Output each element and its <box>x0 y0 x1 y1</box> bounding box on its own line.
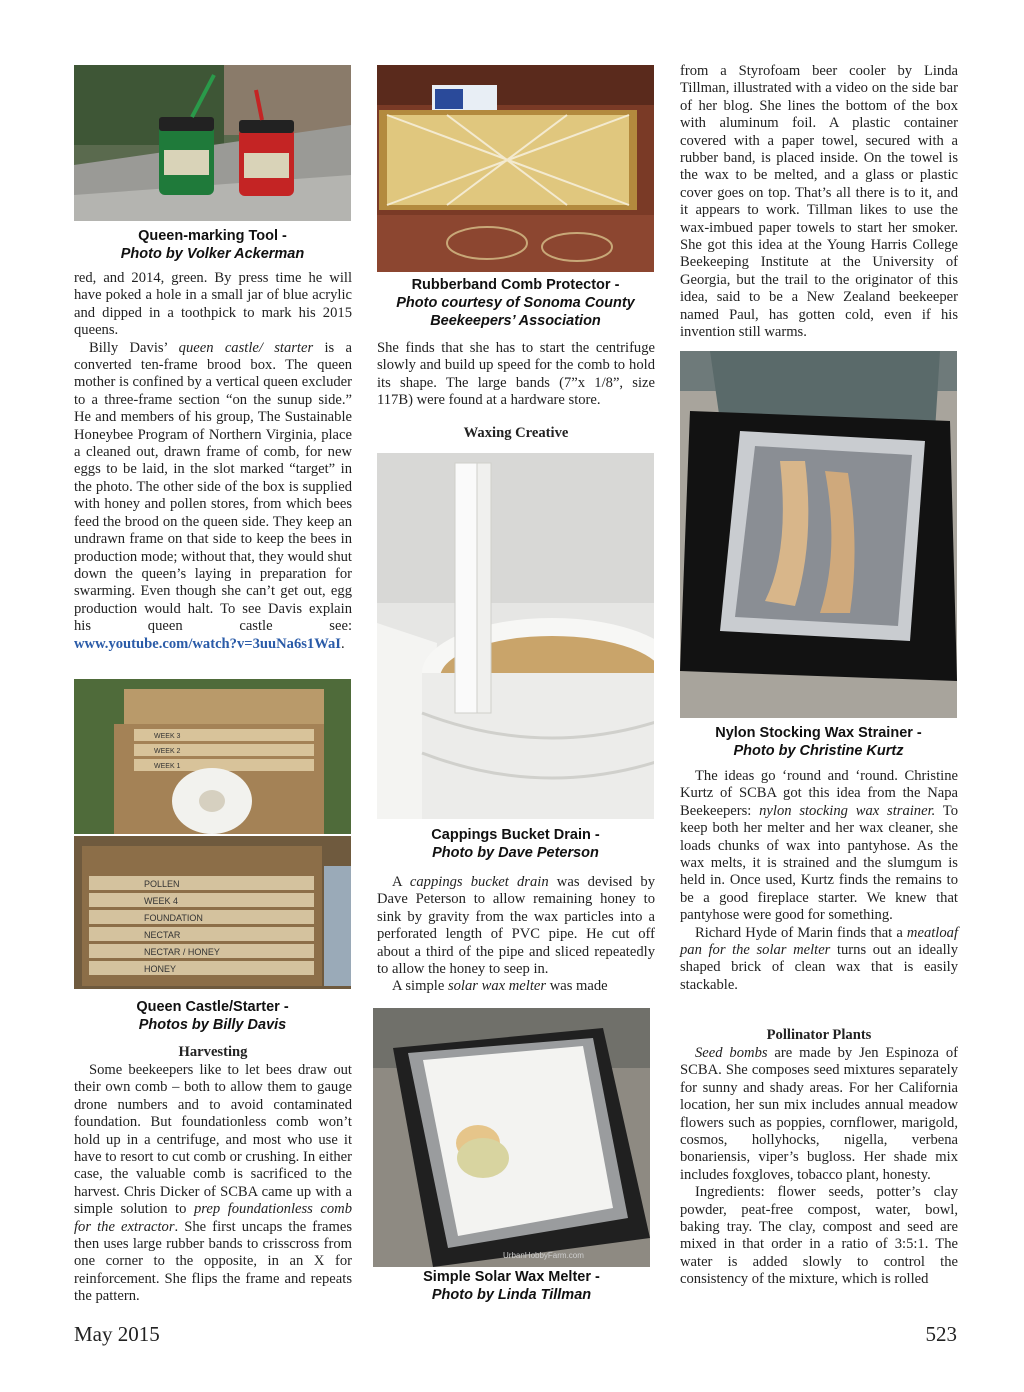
caption-credit: Photo by Christine Kurtz <box>733 743 904 759</box>
pollinator-plants-heading: Pollinator Plants <box>766 1027 872 1043</box>
paragraph: Some beekeepers like to let bees draw out their own comb – both to allow them to gauge drone numbers and to avoid contaminated foundation. But foundationless comb won’t hold up in a centrifuge, and most who use it have to resort to cut comb or crushing. In either case, the valuable comb is sacrificed to the harvest. Chris Dicker of SCBA came up with a simple solution to prep foundationless comb for the extractor. She first uncaps the frames then uses large rubber bands to crisscross from one corner to the opposite, in an X for reinforcement. She flips the frame and repeats the pattern. <box>74 1062 353 1305</box>
queen-castle-caption <box>74 998 351 1034</box>
solar-melter-photo <box>373 1008 650 1267</box>
caption-title: Queen Castle/Starter - <box>136 999 289 1015</box>
col2-text-top <box>377 340 655 410</box>
col3-text-top <box>680 63 958 342</box>
paragraph: Ingredients: flower seeds, potter’s clay powder, peat-free compost, water, bowl, baking tray. The clay, compost and seed are mixed in that order in a ratio of 3:5:1. The water is added slowly to control the consistency of the mixture, which is rolled <box>680 1184 958 1288</box>
caption-title: Simple Solar Wax Melter - <box>423 1269 600 1285</box>
caption-title: Queen-marking Tool - <box>138 228 287 244</box>
cappings-caption <box>377 826 654 862</box>
page-number: 523 <box>925 1322 957 1346</box>
queen-castle-photo-top <box>74 679 351 834</box>
caption-credit: Photo by Volker Ackerman <box>120 246 305 262</box>
queen-marking-caption <box>74 227 351 263</box>
queen-marking-photo <box>74 65 351 221</box>
label-week-4: WEEK 4 <box>144 896 179 906</box>
caption-credit: Beekeepers’ Association <box>430 313 601 329</box>
caption-credit: Photo by Linda Tillman <box>431 1287 592 1303</box>
footer-date: May 2015 <box>74 1322 160 1346</box>
queen-castle-photo-bottom <box>74 836 351 989</box>
label-week-2: WEEK 2 <box>154 748 181 755</box>
caption-title: Nylon Stocking Wax Strainer - <box>715 725 922 741</box>
rubberband-caption <box>377 276 654 330</box>
nylon-strainer-photo <box>680 351 957 718</box>
caption-title: Cappings Bucket Drain - <box>431 827 600 843</box>
label-foundation: FOUNDATION <box>144 913 203 923</box>
solar-melter-caption <box>373 1268 650 1304</box>
paragraph: from a Styrofoam beer cooler by Linda Tillman, illustrated with a video on the side bar of her blog. She lines the bottom of the box with aluminum foil. A plastic container covered with a paper towel, secured with a rubber band, is placed inside. On the towel is the wax to be melted, and a glass or plastic cover goes on top. That’s all there is to it, and it appears to work. Tillman likes to use the wax-imbued paper towels to start her smoker. She got this idea at the Young Harris College Beekeeping Institute at the University of Georgia, but the trail to the originator of this idea, said to be a New Zealand beekeeper named Paul, has gotten cold, even if his invention still warms. <box>680 63 958 341</box>
label-nectar-honey: NECTAR / HONEY <box>144 947 220 957</box>
paragraph: Richard Hyde of Marin finds that a meatloaf pan for the solar melter turns out an ideally shaped brick of clean wax that is easily stackable. <box>680 924 958 993</box>
paragraph: She finds that she has to start the centrifuge slowly and build up speed for the comb to hold its shape. The large bands (7”x 1/8”, size 117B) were found at a hardware store. <box>377 340 655 409</box>
paragraph: A simple solar wax melter was made <box>392 978 608 995</box>
paragraph: Billy Davis’ queen castle/ starter is a converted ten-frame brood box. The queen mother is confined by a vertical queen excluder to a three-frame section “on the sunup side.” He and members of his group, The Sustainable Honeybee Program of Northern Virginia, place a cleaned out, drawn frame of comb, for new eggs to be laid, in the slot marked “target” in the photo. The other side of the box is supplied with honey and pollen stores, from which bees feed the brood on the queen side. They keep an undrawn frame on that side to keep the bees in production mode; without that, they would shut down the queen’s laying in preparation for swarming. Even though she can’t get out, egg production would halt. To see Davis explain his queen castle see: www.youtube.com/watch?v=3uuNa6s1WaI. <box>74 339 352 652</box>
caption-title: Rubberband Comb Protector - <box>411 277 620 293</box>
youtube-link[interactable]: www.youtube.com/watch?v=3uuNa6s1WaI <box>74 635 341 652</box>
col3-text-middle <box>680 768 958 994</box>
photo-watermark: UrbanHobbyFarm.com <box>503 1251 584 1260</box>
col2-text-middle <box>377 874 655 996</box>
paragraph: A cappings bucket drain was devised by Dave Peterson to allow remaining honey to sink by gravity from the wax particles into a perforated length of PVC pipe. He cut off about a third of the pipe and sliced repeatedly to allow the honey to seep in. <box>377 874 655 978</box>
waxing-creative-heading: Waxing Creative <box>463 425 569 441</box>
caption-credit: Photo by Dave Peterson <box>432 845 599 861</box>
label-week-3: WEEK 3 <box>154 733 181 740</box>
harvesting-heading: Harvesting <box>178 1044 248 1060</box>
col1-text-top <box>74 270 352 653</box>
paragraph: Seed bombs are made by Jen Espinoza of SCBA. She composes seed mixtures separately for sunny and shady areas. For her California location, her sun mix includes annual meadow flowers such as poppies, cornflower, marigold, cosmos, hollyhocks, nigella, verbena bonariensis, viper’s bugloss. Her shade mix includes foxgloves, tobacco plant, honesty. <box>680 1045 958 1183</box>
cappings-bucket-photo <box>377 453 654 819</box>
caption-credit: Photo courtesy of Sonoma County <box>396 295 635 311</box>
label-honey: HONEY <box>144 964 177 974</box>
nylon-caption <box>680 724 957 760</box>
rubberband-photo <box>377 65 654 272</box>
paragraph: red, and 2014, green. By press time he will have poked a hole in a small jar of blue acrylic and dipped in a toothpick to mark his 2015 queens. <box>74 270 352 339</box>
caption-credit: Photos by Billy Davis <box>138 1017 287 1033</box>
label-pollen: POLLEN <box>144 879 180 889</box>
col3-text-bottom <box>680 1045 958 1289</box>
paragraph: The ideas go ‘round and ‘round. Christine Kurtz of SCBA got this idea from the Napa Beekeepers: nylon stocking wax strainer. To keep both her melter and her wax cleaner, she loads chunks of wax into pantyhose. As the wax melts, it is strained and the slumgum is held in. Once used, Kurtz finds the remains to be a good fireplace starter. We knew that pantyhose were good for something. <box>680 768 958 924</box>
col1-text-bottom <box>74 1062 352 1306</box>
label-week-1: WEEK 1 <box>154 763 181 770</box>
label-nectar: NECTAR <box>144 930 181 940</box>
